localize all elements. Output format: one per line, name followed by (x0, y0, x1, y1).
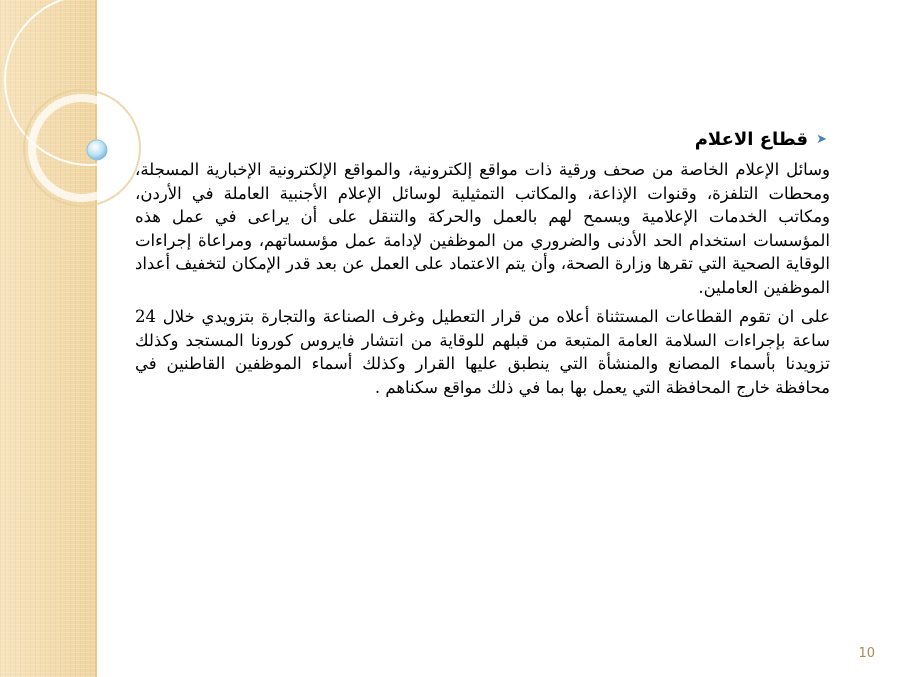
arrow-bullet-icon: ➤ (816, 131, 827, 147)
page-number: 10 (858, 646, 875, 661)
slide-title: قطاع الاعلام (694, 128, 809, 150)
paragraph-2: على ان تقوم القطاعات المستثناة أعلاه من قرار التعطيل وغرف الصناعة والتجارة بتزويدي خلال 24 ساعة بإجراءات السلامة العامة المتبعة من قبلهم للوقاية من انتشار فايروس كورونا المستجد وكذلك تزويدنا بأسماء المصانع والمنشأة التي ينطبق عليها القرار وكذلك أسماء الموظفين القاطنين في محافظة خارج المحافظة التي يعمل بها بما في ذلك مواقع سكناهم . (135, 307, 830, 397)
slide-body (135, 158, 830, 405)
paragraph-1: وسائل الإعلام الخاصة من صحف ورقية ذات مواقع إلكترونية، والمواقع الإلكترونية الإخبارية المسجلة، ومحطات التلفزة، وقنوات الإذاعة، والمكاتب التمثيلية لوسائل الإعلام الأجنبية العاملة في الأردن، ومكاتب الخدمات الإعلامية ويسمح لهم بالعمل والحركة والتنقل على أن يراعى في عمل هذه المؤسسات استخدام الحد الأدنى والضروري من الموظفين لإدامة عمل مؤسساتهم، ومراعاة إجراءات الوقاية الصحية التي تقرها وزارة الصحة، وأن يتم الاعتماد على العمل عن بعد قدر الإمكان لتخفيف أعداد الموظفين العاملين. (135, 160, 830, 297)
slide-title-row (87, 124, 827, 154)
